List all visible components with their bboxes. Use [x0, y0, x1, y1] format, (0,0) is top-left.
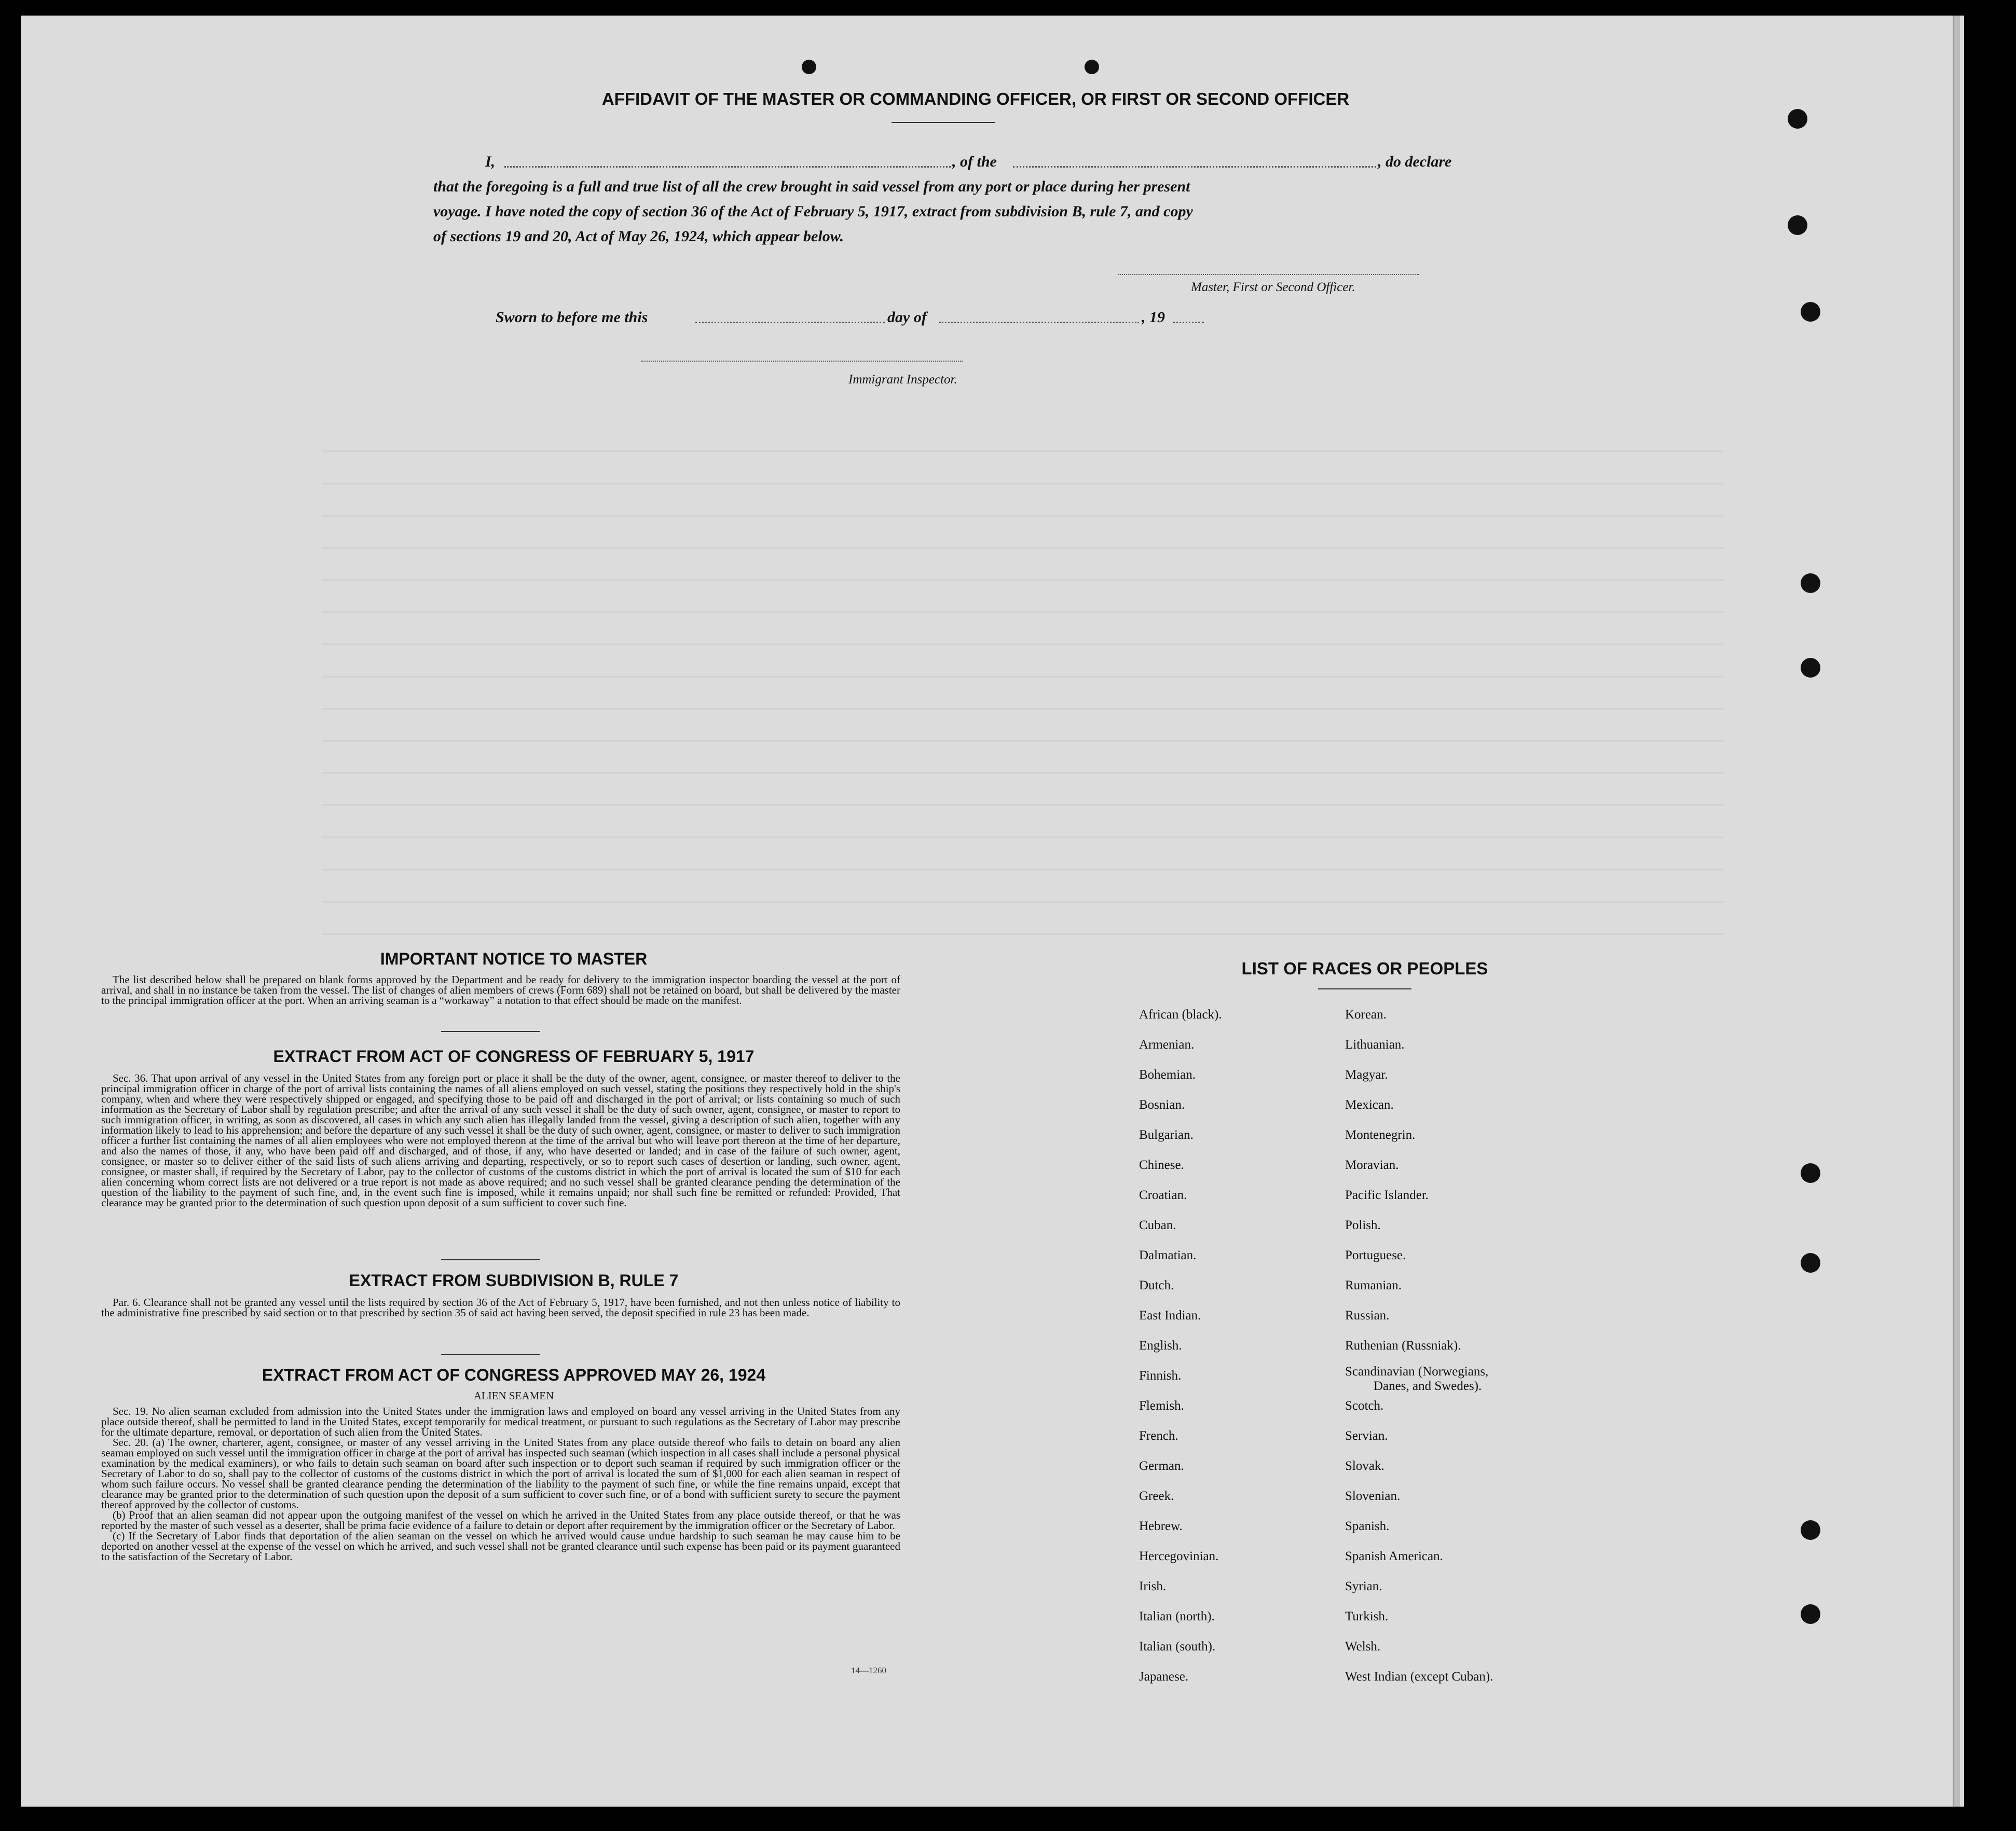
race-item: Korean. [1345, 1008, 1387, 1022]
form-sheet [21, 16, 1964, 1807]
sworn-day-field[interactable] [695, 322, 885, 323]
race-item: Hercegovinian. [1139, 1549, 1219, 1563]
race-item: Hebrew. [1139, 1519, 1183, 1533]
race-item: English. [1139, 1339, 1182, 1353]
race-item: Scotch. [1345, 1399, 1384, 1413]
name-field[interactable] [504, 166, 951, 168]
race-item: African (black). [1139, 1008, 1222, 1022]
year-label: , 19 [1142, 309, 1165, 326]
race-item: Polish. [1345, 1218, 1381, 1232]
affidavit-declare-label: , do declare [1378, 153, 1452, 170]
race-item: Magyar. [1345, 1068, 1388, 1082]
race-item: Syrian. [1345, 1579, 1382, 1593]
binder-hole-icon [1801, 658, 1820, 678]
race-item: Lithuanian. [1345, 1038, 1405, 1052]
race-item: Greek. [1139, 1489, 1174, 1503]
extract-1924-text [101, 1406, 900, 1562]
divider [1318, 988, 1411, 989]
bleed-through-marks [322, 420, 1723, 939]
master-signature-field[interactable] [1118, 274, 1419, 275]
race-item: Chinese. [1139, 1158, 1184, 1172]
race-item: Pacific Islander. [1345, 1188, 1429, 1202]
divider [441, 1259, 540, 1260]
race-item: Italian (north). [1139, 1609, 1215, 1623]
sworn-year-field[interactable] [1173, 322, 1204, 323]
sec-20c-paragraph: (c) If the Secretary of Labor finds that deportation of the alien seaman on the vessel on which he arrived would cause undue hardship to such seaman he may cause him to be deported on another vessel at the expense of the vessel on which he arrived, and such vessel shall not be granted clearance until such expense has been paid or its payment guaranteed to the satisfaction of the Secretary of Labor. [101, 1530, 900, 1563]
binder-hole-icon [1801, 1253, 1820, 1273]
extract-1924-title: EXTRACT FROM ACT OF CONGRESS APPROVED MAY 26, 1924 [262, 1366, 766, 1384]
vessel-field[interactable] [1013, 166, 1376, 168]
race-item [1345, 1365, 1488, 1394]
race-item: Armenian. [1139, 1038, 1195, 1052]
affidavit-line-4: of sections 19 and 20, Act of May 26, 1924, which appear below. [433, 228, 844, 245]
binder-hole-icon [802, 60, 816, 74]
affidavit-line-2: that the foregoing is a full and true list of all the crew brought in said vessel from any port or place during her present [433, 178, 1190, 195]
alien-seamen-subtitle: ALIEN SEAMEN [473, 1389, 554, 1402]
binder-hole-icon [1788, 215, 1807, 235]
sec-20b-paragraph: (b) Proof that an alien seaman did not appear upon the outgoing manifest of the vessel on which he arrived in the United States from any place outside thereof, or that he was reported by the master of such vessel as a deserter, shall be prima facie evidence of a failure to detain or deport after requirement by the immigration officer or the Secretary of Labor. [101, 1509, 900, 1532]
inspector-signature-field[interactable] [641, 361, 963, 362]
notice-title: IMPORTANT NOTICE TO MASTER [380, 949, 648, 968]
sworn-month-field[interactable] [939, 322, 1139, 323]
extract-rule7-text: Par. 6. Clearance shall not be granted any vessel until the lists required by section 36 of the Act of February 5, 1917, have been furnished, and not then unless notice of liability to the administrative fine prescribed by said section or to that prescribed by section 35 of said act having been served, the deposit specified in rule 23 has been made. [101, 1296, 900, 1319]
inspector-label: Immigrant Inspector. [848, 373, 957, 387]
sworn-label: Sworn to before me this [496, 309, 648, 326]
race-item: Spanish American. [1345, 1549, 1443, 1563]
extract-1917-text: Sec. 36. That upon arrival of any vessel in the United States from any foreign port or place it shall be the duty of the owner, agent, consignee, or master thereof to deliver to the principal immigration officer in charge of the port of arrival lists containing the names of all aliens employed on such vessel, stating the positions they respectively hold in the ship's company, when and where they were respectively shipped or engaged, and specifying those to be paid off and discharged in the port of arrival; or lists containing so much of such information as the Secretary of Labor shall by regulation prescribe; and after the arrival of any such vessel it shall be the duty of such owner, agent, consignee, or master to report to such immigration officer, in writing, as soon as discovered, all cases in which any such alien has illegally landed from the vessel, giving a description of such alien, together with any information likely to lead to his apprehension; and before the departure of any such vessel it shall be the duty of such owner, agent, consignee, or master to deliver to such immigration officer a further list containing the names of all alien employees who were not employed thereon at the time of the arrival but who will leave port thereon at the time of her departure, and also the names of those, if any, who have been paid off and discharged, and of those, if any, who have deserted or landed; and in case of the failure of such owner, agent, consignee, or master so to deliver either of the said lists of such aliens arriving and departing, respectively, or so to report such cases of desertion or landing, such owner, agent, consignee, or master shall, if required by the Secretary of Labor, pay to the collector of customs of the customs district in which the port of arrival is located the sum of $10 for each alien concerning whom correct lists are not delivered or a true report is not made as above required; and no such vessel shall be granted clearance pending the determination of the question of the liability to the payment of such fine, and, in the event such fine is imposed, while it remains unpaid; nor shall such fine be remitted or refunded: Provided, That clearance may be granted prior to the determination of such question upon deposit of a sum sufficient to cover such fine. [101, 1072, 900, 1209]
race-item: Bohemian. [1139, 1068, 1196, 1082]
race-item-line: Scandinavian (Norwegians, [1345, 1365, 1489, 1379]
affidavit-of-the-label: , of the [952, 153, 997, 170]
race-item: Moravian. [1345, 1158, 1399, 1172]
divider [441, 1354, 540, 1355]
race-item-line: Danes, and Swedes). [1374, 1379, 1482, 1393]
divider [441, 1031, 540, 1032]
race-item: Italian (south). [1139, 1640, 1216, 1654]
race-item: Portuguese. [1345, 1248, 1406, 1262]
title-underline [892, 122, 995, 123]
race-item: Welsh. [1345, 1640, 1381, 1654]
race-item: German. [1139, 1459, 1184, 1473]
form-number: 14—1260 [851, 1665, 886, 1675]
binder-hole-icon [1801, 302, 1820, 322]
race-item: East Indian. [1139, 1309, 1201, 1323]
race-item: Dalmatian. [1139, 1248, 1197, 1262]
race-item: Bulgarian. [1139, 1128, 1194, 1142]
race-item: Croatian. [1139, 1188, 1187, 1202]
race-item: Turkish. [1345, 1609, 1389, 1623]
page-edge [1953, 16, 1960, 1807]
race-item: Slovenian. [1345, 1489, 1401, 1503]
sec-19-paragraph: Sec. 19. No alien seaman excluded from admission into the United States under the immigration laws and employed on board any vessel arriving in the United States from any place outside thereof, shall be permitted to land in the United States, except temporarily for medical treatment, or pursuant to such regulations as the Secretary of Labor may prescribe for the ultimate departure, removal, or deportation of such alien from the United States. [101, 1405, 900, 1438]
race-item: West Indian (except Cuban). [1345, 1670, 1493, 1684]
races-title: LIST OF RACES OR PEOPLES [1241, 959, 1488, 978]
race-item: Servian. [1345, 1429, 1388, 1443]
binder-hole-icon [1801, 1163, 1820, 1183]
extract-rule7-title: EXTRACT FROM SUBDIVISION B, RULE 7 [349, 1271, 679, 1290]
race-item: Irish. [1139, 1579, 1167, 1593]
race-item: Bosnian. [1139, 1098, 1185, 1112]
race-item: Montenegrin. [1345, 1128, 1416, 1142]
race-item: Mexican. [1345, 1098, 1394, 1112]
race-item: Finnish. [1139, 1369, 1182, 1383]
race-item: Slovak. [1345, 1459, 1384, 1473]
binder-hole-icon [1085, 60, 1099, 74]
day-of-label: day of [887, 309, 927, 326]
notice-text: The list described below shall be prepared on blank forms approved by the Department and be ready for delivery to the immigration inspector boarding the vessel at the port of arrival, and shall in no instance be taken from the vessel. The list of changes of alien members of crews (Form 689) shall not be retained on board, but shall be delivered by the master to the principal immigration officer at the port. When an arriving seaman is a “workaway” a notation to that effect should be made on the manifest. [101, 973, 900, 1007]
race-item: Dutch. [1139, 1278, 1174, 1292]
master-signature-label: Master, First or Second Officer. [1191, 280, 1355, 294]
race-item: Flemish. [1139, 1399, 1184, 1413]
binder-hole-icon [1788, 109, 1807, 129]
extract-1917-title: EXTRACT FROM ACT OF CONGRESS OF FEBRUARY 5, 1917 [273, 1047, 755, 1066]
binder-hole-icon [1801, 573, 1820, 593]
binder-hole-icon [1801, 1604, 1820, 1624]
affidavit-title: AFFIDAVIT OF THE MASTER OR COMMANDING OFFICER, OR FIRST OR SECOND OFFICER [601, 89, 1350, 108]
race-item: Russian. [1345, 1309, 1390, 1323]
race-item: Ruthenian (Russniak). [1345, 1339, 1461, 1353]
race-item: Spanish. [1345, 1519, 1390, 1533]
race-item: Rumanian. [1345, 1278, 1402, 1292]
affidavit-line-3: voyage. I have noted the copy of section 36 of the Act of February 5, 1917, extract from subdivision B, rule 7, and copy [433, 203, 1193, 220]
binder-hole-icon [1801, 1520, 1820, 1540]
sec-20a-paragraph: Sec. 20. (a) The owner, charterer, agent, consignee, or master of any vessel arriving in the United States from any place outside thereof who fails to detain on board any alien seaman employed on such vessel until the immigration officer in charge at the port of arrival has inspected such seaman (which inspection in all cases shall include a personal physical examination by the medical examiners), or who fails to detain such seaman on board after such inspection or to deport such seaman if required by such immigration officer or the Secretary of Labor to do so, shall pay to the collector of customs of the customs district in which the port of arrival is located the sum of $1,000 for each alien seaman in respect of whom such failure occurs. No vessel shall be granted clearance pending the determination of the liability to the payment of such fine, or while the fine remains unpaid, except that clearance may be granted prior to the determination of such question upon the deposit of a sum sufficient to cover such fine, or of a bond with sufficient surety to secure the payment thereof approved by the collector of customs. [101, 1436, 900, 1511]
affidavit-i-label: I, [485, 153, 496, 170]
race-item: Cuban. [1139, 1218, 1176, 1232]
race-item: French. [1139, 1429, 1178, 1443]
race-item: Japanese. [1139, 1670, 1189, 1684]
